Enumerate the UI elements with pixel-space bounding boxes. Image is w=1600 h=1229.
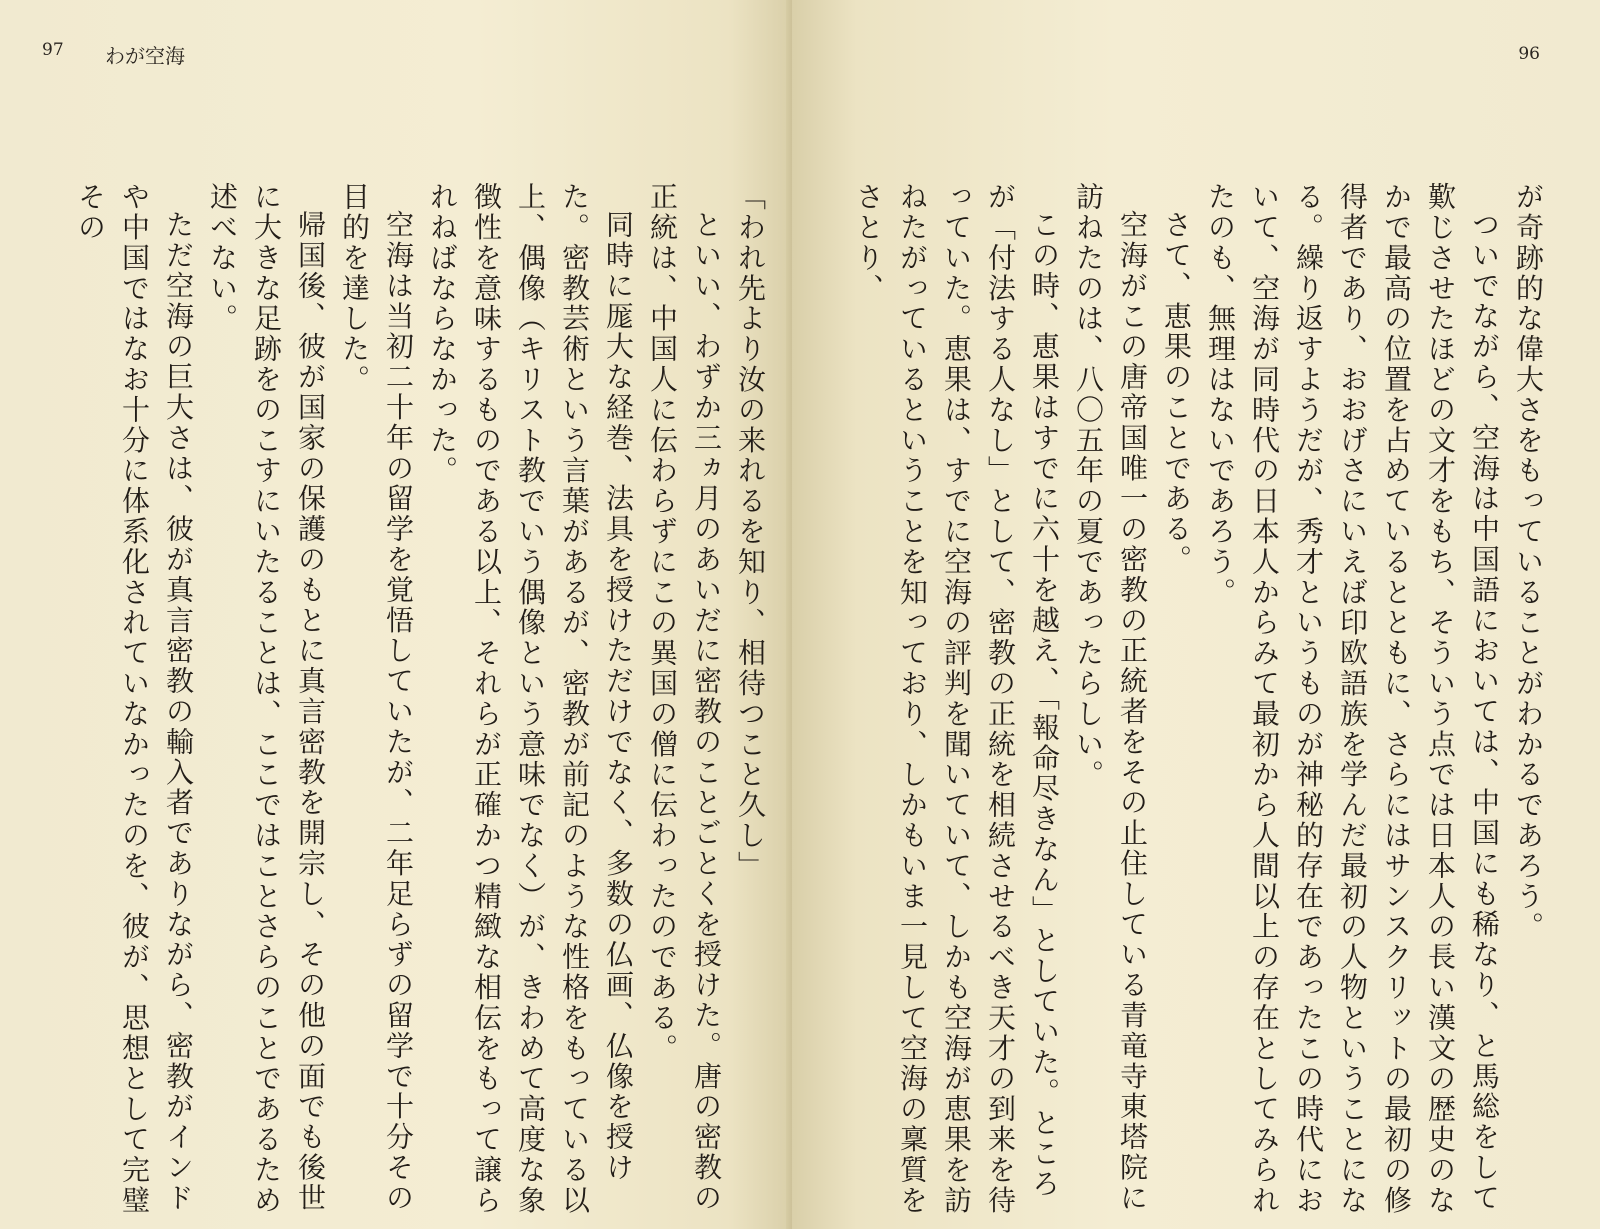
paragraph: 「われ先より汝の来れるを知り、相待つこと久し」 (734, 182, 767, 882)
paragraph: 空海がこの唐帝国唯一の密教の正統者をその止住している青竜寺東塔院に訪ねたのは、八〇五年の夏であったらしい。 (1072, 182, 1149, 1214)
left-page-text (32, 182, 772, 1222)
paragraph: ただ空海の巨大さは、彼が真言密教の輸入者でありながら、密教がインドや中国ではなお十分に体系化されていなかったのを、彼が、思想として完璧その (74, 182, 195, 1216)
page-number-left: 97 (42, 40, 64, 60)
page-number-right: 96 (1518, 44, 1540, 64)
paragraph: 空海は当初二十年の留学を覚悟していたが、二年足らずの留学で十分その目的を達した。 (338, 182, 415, 1214)
paragraph: 同時に厖大な経巻、法具を授けただけでなく、多数の仏画、仏像を授けた。密教芸術という言葉があるが、密教が前記のような性格をもっている以上、偶像（キリスト教でいう偶像という意味でなく）が、きわめて高度な象徴性を意味するものである以上、それらが正確かつ精緻な相伝をもって譲られねばならなかった。 (426, 182, 635, 1216)
paragraph: 帰国後、彼が国家の保護のもとに真言密教を開宗し、その他の面でも後世に大きな足跡をのこすにいたることは、ここではことさらのことであるため述べない。 (206, 182, 327, 1216)
paragraph: ついでながら、空海は中国語においては、中国にも稀なり、と馬総をして歎じさせたほどの文才をもち、そういう点では日本人の長い漢文の歴史のなかで最高の位置を占めているとともに、さらにはサンスクリットの最初の修得者であり、おおげさにいえば印欧語族を学んだ最初の人物ということになる。繰り返すようだが、秀才というものが神秘的存在であったこの時代において、空海が同時代の日本人からみて最初から人間以上の存在としてみられたのも、無理はないであろう。 (1204, 182, 1501, 1216)
left-page (0, 0, 792, 1229)
paragraph: といい、わずか三ヵ月のあいだに密教のことごとくを授けた。唐の密教の正統は、中国人に伝わらずにこの異国の僧に伝わったのである。 (646, 182, 723, 1214)
paragraph: この時、恵果はすでに六十を越え、「報命尽きなん」としていた。ところが「付法する人なし」として、密教の正統を相続させるべき天才の到来を待っていた。恵果は、すでに空海の評判を聞いていて、しかも空海が恵果を訪ねたがっているということを知っており、しかもいま一見して空海の稟質をさとり、 (852, 182, 1061, 1216)
running-title: わが空海 (105, 44, 185, 68)
right-page (792, 0, 1600, 1229)
paragraph: さて、恵果のことである。 (1160, 210, 1193, 575)
paragraph: が奇跡的な偉大さをもっていることがわかるであろう。 (1512, 182, 1545, 942)
right-page-text (810, 182, 1550, 1222)
